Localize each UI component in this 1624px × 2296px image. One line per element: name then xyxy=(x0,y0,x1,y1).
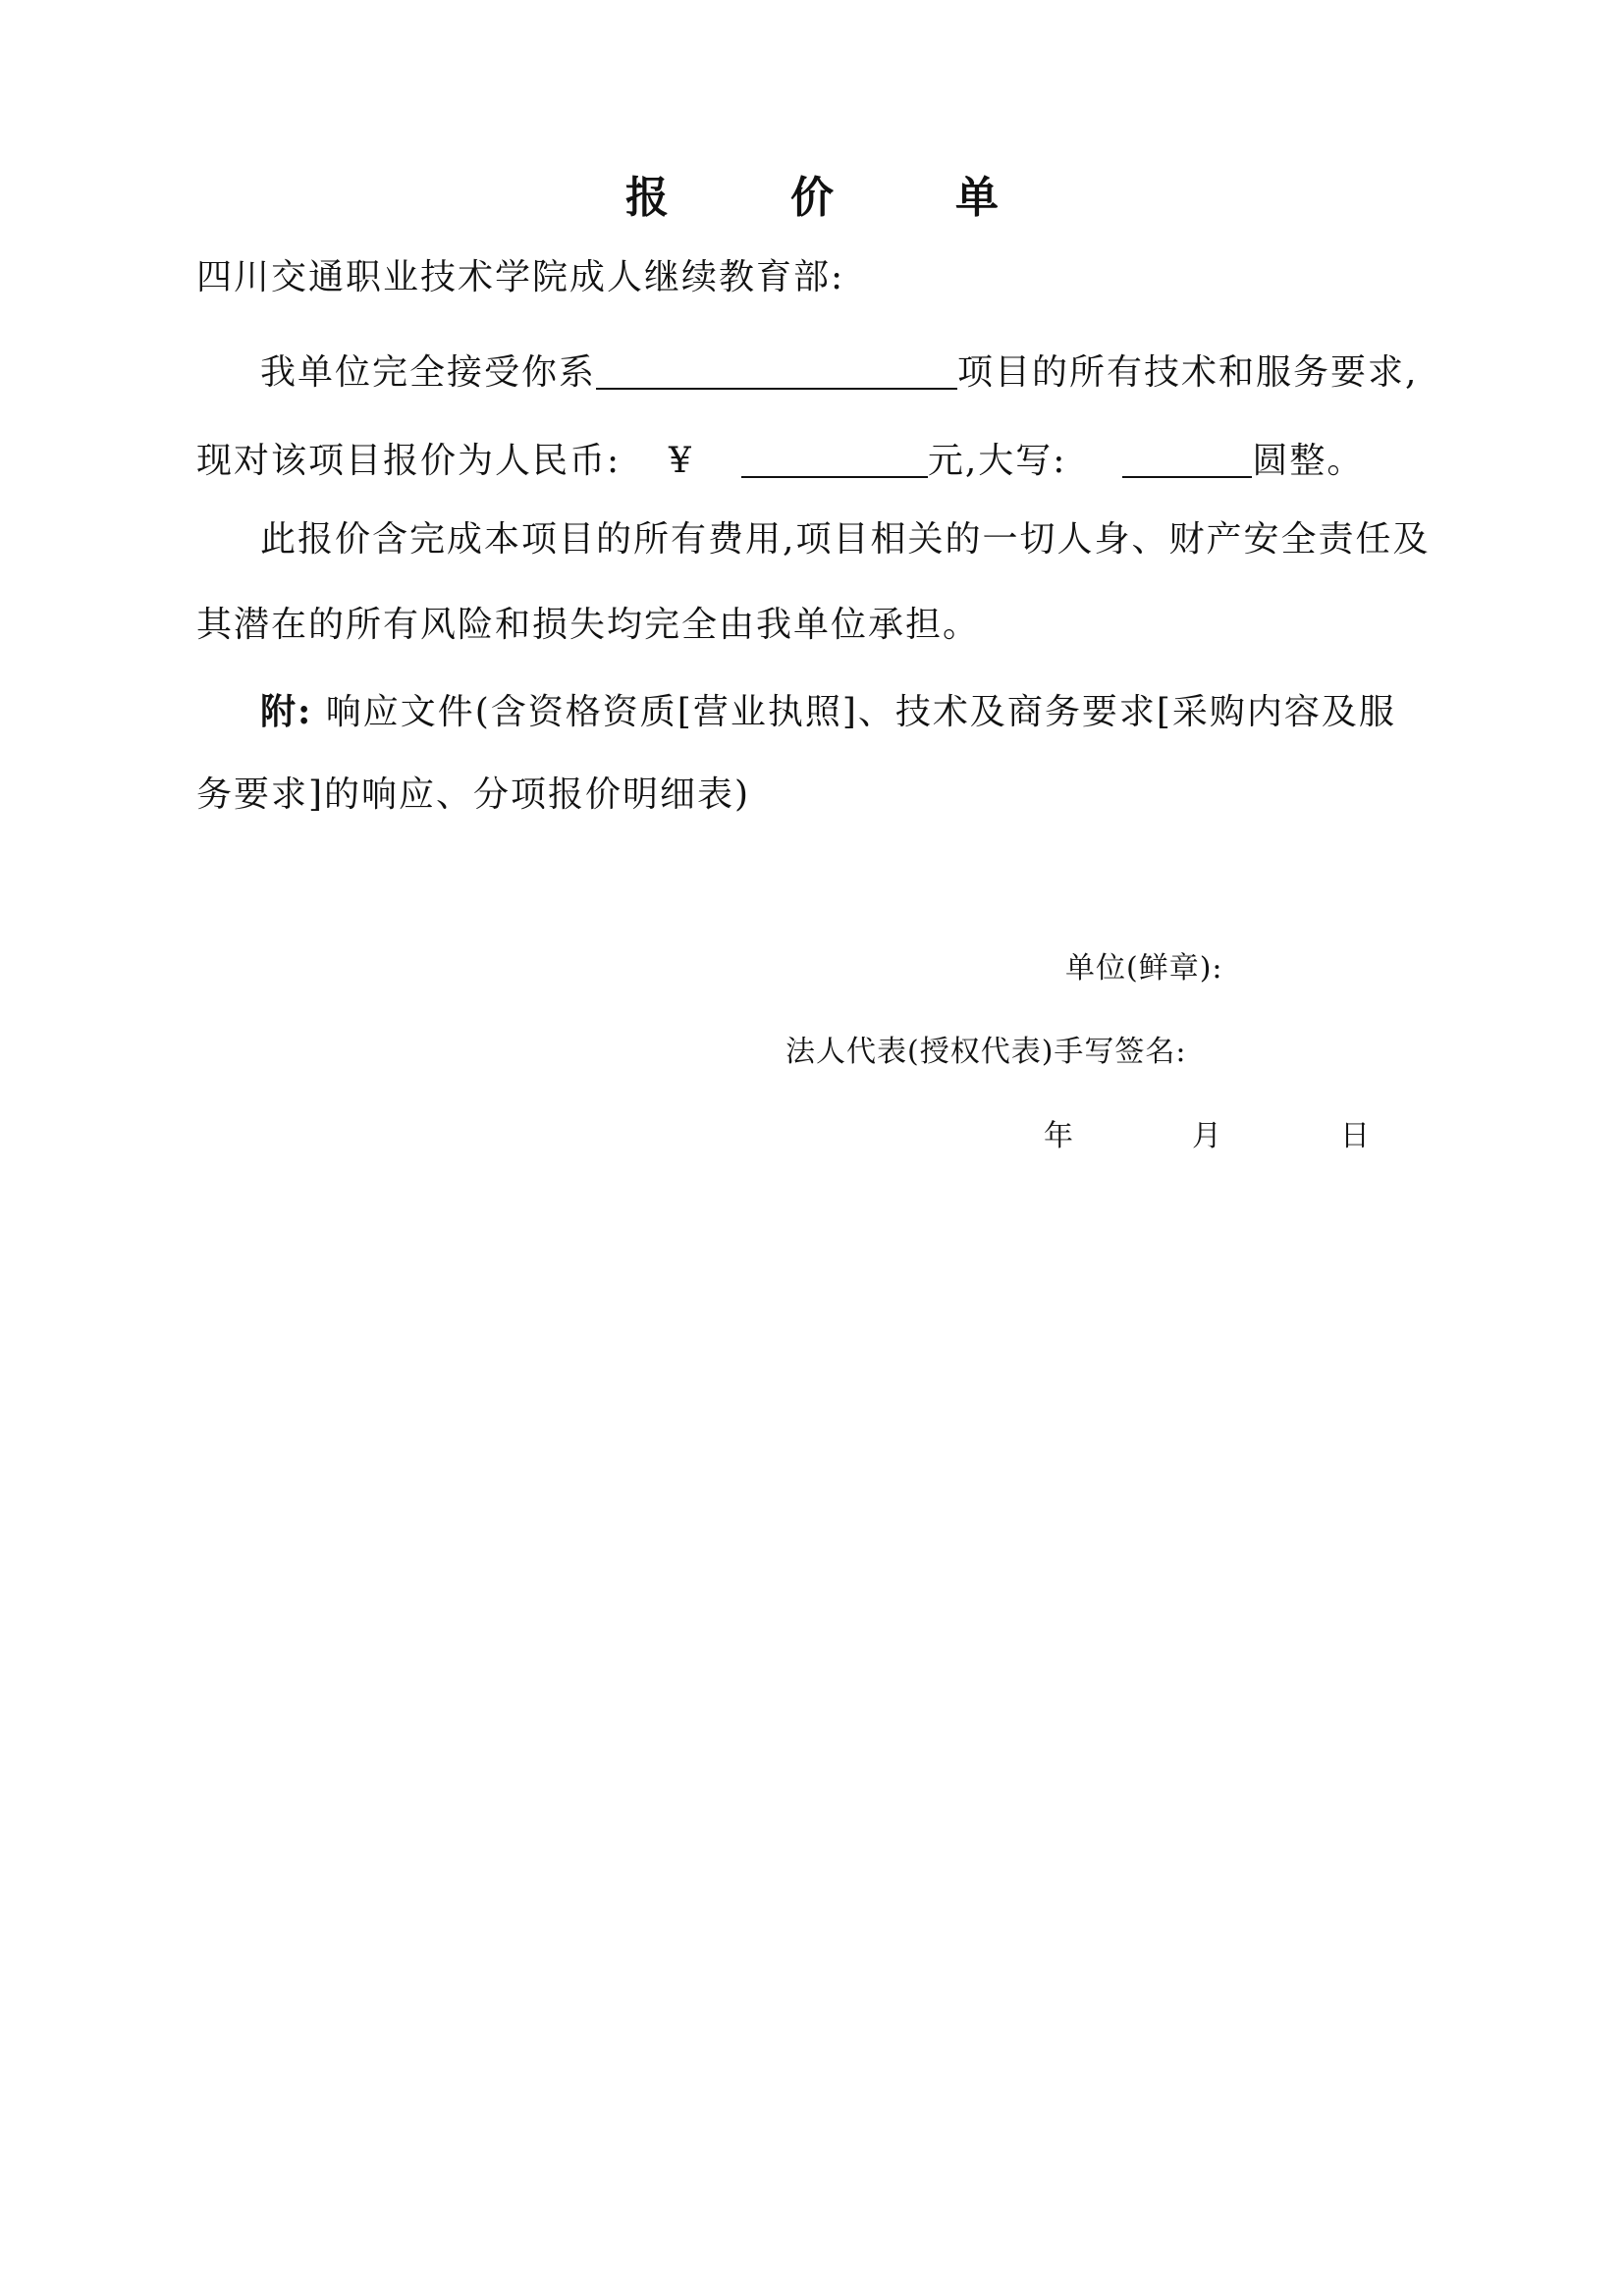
price-suffix: 圆整。 xyxy=(1252,441,1365,481)
signature-unit-label: 单位(鲜章): xyxy=(1065,951,1223,986)
paragraph-1-line-1 xyxy=(260,348,1418,398)
attachment-line-1 xyxy=(260,687,1396,737)
attachment-label: 附: xyxy=(260,691,313,732)
date-month-label: 月 xyxy=(1192,1119,1223,1153)
attachment-line-2: 务要求]的响应、分项报价明细表) xyxy=(196,774,751,815)
signature-legal-rep-label: 法人代表(授权代表)手写签名: xyxy=(785,1035,1187,1069)
price-label: 现对该项目报价为人民币: xyxy=(196,441,622,481)
paragraph-2-line-1: 此报价含完成本项目的所有费用,项目相关的一切人身、财产安全责任及 xyxy=(260,519,1431,560)
currency-symbol: ¥ xyxy=(669,441,693,481)
price-amount-blank xyxy=(741,437,928,478)
price-capital-label: 元,大写: xyxy=(927,441,1067,481)
para1-intro: 我单位完全接受你系 xyxy=(260,352,597,393)
para1-requirements: 项目的所有技术和服务要求, xyxy=(957,352,1419,393)
paragraph-1-line-2 xyxy=(196,437,1364,486)
document-title: 报 价 单 xyxy=(625,173,1038,223)
paragraph-2-line-2: 其潜在的所有风险和损失均完全由我单位承担。 xyxy=(196,605,981,645)
attachment-text-1: 响应文件(含资格资质[营业执照]、技术及商务要求[采购内容及服 xyxy=(325,692,1396,732)
price-capital-blank xyxy=(1122,437,1252,478)
addressee: 四川交通职业技术学院成人继续教育部: xyxy=(196,257,845,297)
project-name-blank xyxy=(596,348,957,390)
date-day-label: 日 xyxy=(1340,1119,1372,1153)
date-year-label: 年 xyxy=(1044,1119,1075,1153)
